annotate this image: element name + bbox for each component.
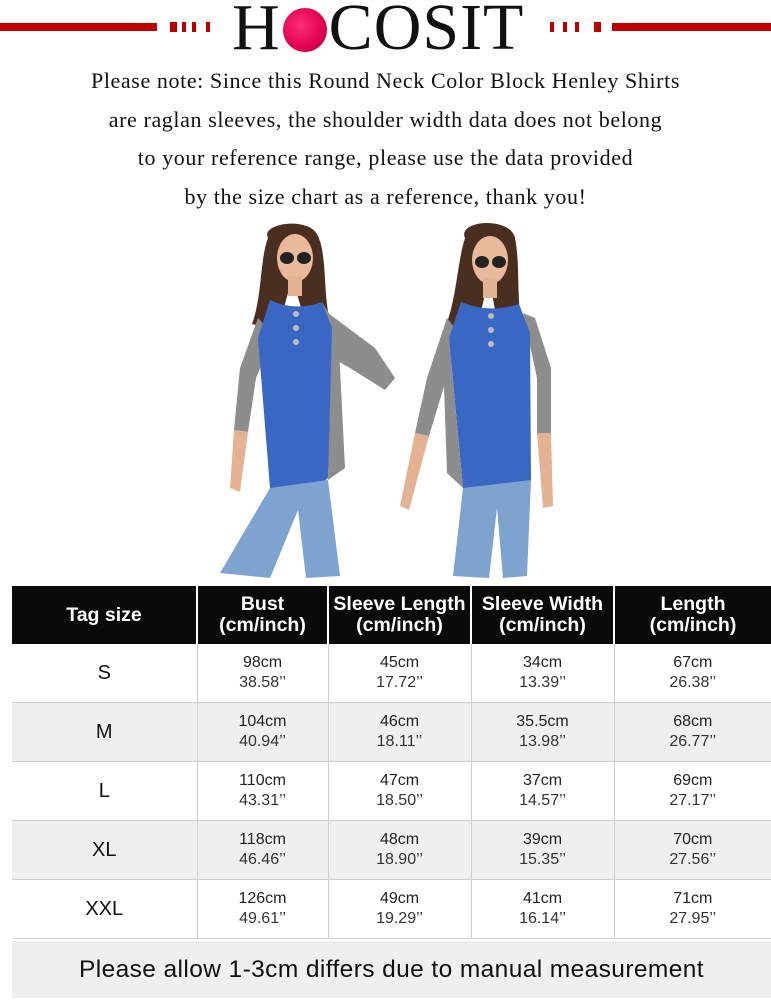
brand-header <box>0 0 771 64</box>
size-row-l <box>12 762 771 821</box>
header-unit: (cm/inch) <box>356 614 443 636</box>
sleeve-length-cell <box>328 880 471 939</box>
inch-value: 26.77’’ <box>669 733 717 750</box>
cm-value: 48cm <box>379 831 420 848</box>
sleeve-width-cell <box>471 821 614 880</box>
tag-size-cell: XL <box>12 821 197 880</box>
sleeve-length-cell <box>328 821 471 880</box>
inch-value: 40.94’’ <box>239 733 286 750</box>
sizing-note <box>20 62 751 216</box>
inch-value: 27.17’’ <box>669 792 717 809</box>
sizing-note-line: are raglan sleeves, the shoulder width data does not belong <box>108 106 663 132</box>
inch-value: 26.38’’ <box>669 674 717 691</box>
inch-value: 13.39’’ <box>519 674 566 691</box>
header-rule-left <box>0 23 157 31</box>
model-photo-front <box>200 218 400 580</box>
header-label: Sleeve Length <box>333 593 466 615</box>
header-tick <box>170 22 177 32</box>
size-chart-header-row <box>12 586 771 644</box>
tag-size-cell: L <box>12 762 197 821</box>
inch-value: 18.50’’ <box>376 792 423 809</box>
cm-value: 68cm <box>673 713 713 730</box>
header-tick <box>192 22 196 32</box>
header-unit: (cm/inch) <box>219 614 306 636</box>
sleeve-width-cell <box>471 880 614 939</box>
bust-cell <box>197 762 328 821</box>
cm-value: 41cm <box>522 890 563 907</box>
bust-cell <box>197 644 328 703</box>
sleeve-length-cell <box>328 644 471 703</box>
header-tick <box>563 22 567 32</box>
product-photos <box>0 218 771 580</box>
inch-value: 16.14’’ <box>519 910 566 927</box>
cm-value: 70cm <box>673 831 713 848</box>
header-tag-size <box>12 586 197 644</box>
inch-value: 43.31’’ <box>239 792 286 809</box>
measurement-disclaimer: Please allow 1-3cm differs due to manual measurement <box>12 941 771 998</box>
header-label: Bust <box>240 593 285 615</box>
header-tick <box>550 22 554 32</box>
brand-logo-text-end: COSIT <box>328 0 525 64</box>
cm-value: 46cm <box>379 713 420 730</box>
size-row-xxl <box>12 880 771 939</box>
cm-value: 35.5cm <box>516 713 569 730</box>
cm-value: 47cm <box>379 772 420 789</box>
cm-value: 39cm <box>522 831 563 848</box>
header-sleeve-width <box>471 586 614 644</box>
length-cell <box>614 703 771 762</box>
bust-cell <box>197 703 328 762</box>
length-cell <box>614 644 771 703</box>
inch-value: 14.57’’ <box>519 792 566 809</box>
inch-value: 19.29’’ <box>376 910 423 927</box>
inch-value: 38.58’’ <box>239 674 286 691</box>
cm-value: 45cm <box>379 654 420 671</box>
header-length <box>614 586 771 644</box>
inch-value: 15.35’’ <box>519 851 566 868</box>
header-tick <box>575 22 579 32</box>
header-rule-right <box>612 23 771 31</box>
cm-value: 126cm <box>238 890 287 907</box>
cm-value: 118cm <box>239 831 286 848</box>
cm-value: 104cm <box>238 713 287 730</box>
brand-logo-text-start: H <box>232 0 281 64</box>
model-photo-side <box>385 218 585 580</box>
cm-value: 110cm <box>239 772 286 789</box>
brand-logo <box>232 0 542 64</box>
tag-size-cell: S <box>12 644 197 703</box>
cm-value: 69cm <box>673 772 713 789</box>
sleeve-length-cell <box>328 762 471 821</box>
sizing-note-line: to your reference range, please use the data provided <box>137 145 634 170</box>
header-tick <box>594 22 601 32</box>
header-label: Sleeve Width <box>481 593 604 615</box>
inch-value: 49.61’’ <box>239 910 286 927</box>
header-tick <box>206 22 210 32</box>
size-chart-table <box>12 586 771 939</box>
header-tick <box>182 22 186 32</box>
header-unit: (cm/inch) <box>649 614 737 636</box>
inch-value: 18.11’’ <box>376 733 423 750</box>
sizing-note-line: by the size chart as a reference, thank you! <box>184 183 587 209</box>
sleeve-width-cell <box>471 703 614 762</box>
length-cell <box>614 762 771 821</box>
tag-size-cell: M <box>12 703 197 762</box>
header-label: Tag size <box>66 603 142 626</box>
sleeve-width-cell <box>471 644 614 703</box>
tag-size-cell: XXL <box>12 880 197 939</box>
bust-cell <box>197 880 328 939</box>
header-label: Length <box>660 593 726 615</box>
inch-value: 27.95’’ <box>669 910 717 927</box>
sleeve-length-cell <box>328 703 471 762</box>
cm-value: 67cm <box>673 654 713 671</box>
header-sleeve-length <box>328 586 471 644</box>
bust-cell <box>197 821 328 880</box>
header-bust <box>197 586 328 644</box>
size-row-m <box>12 703 771 762</box>
length-cell <box>614 880 771 939</box>
size-row-s <box>12 644 771 703</box>
inch-value: 27.56’’ <box>669 851 717 868</box>
cm-value: 49cm <box>379 890 420 907</box>
cm-value: 37cm <box>522 772 563 789</box>
cm-value: 34cm <box>522 654 563 671</box>
inch-value: 13.98’’ <box>519 733 566 750</box>
header-unit: (cm/inch) <box>499 614 586 636</box>
inch-value: 18.90’’ <box>376 851 423 868</box>
size-row-xl <box>12 821 771 880</box>
sleeve-width-cell <box>471 762 614 821</box>
brand-logo-dot-icon <box>283 8 327 52</box>
inch-value: 46.46’’ <box>239 851 286 868</box>
cm-value: 98cm <box>242 654 283 671</box>
cm-value: 71cm <box>673 890 713 907</box>
length-cell <box>614 821 771 880</box>
inch-value: 17.72’’ <box>376 674 423 691</box>
sizing-note-line: Please note: Since this Round Neck Color Block Henley Shirts <box>91 68 680 93</box>
